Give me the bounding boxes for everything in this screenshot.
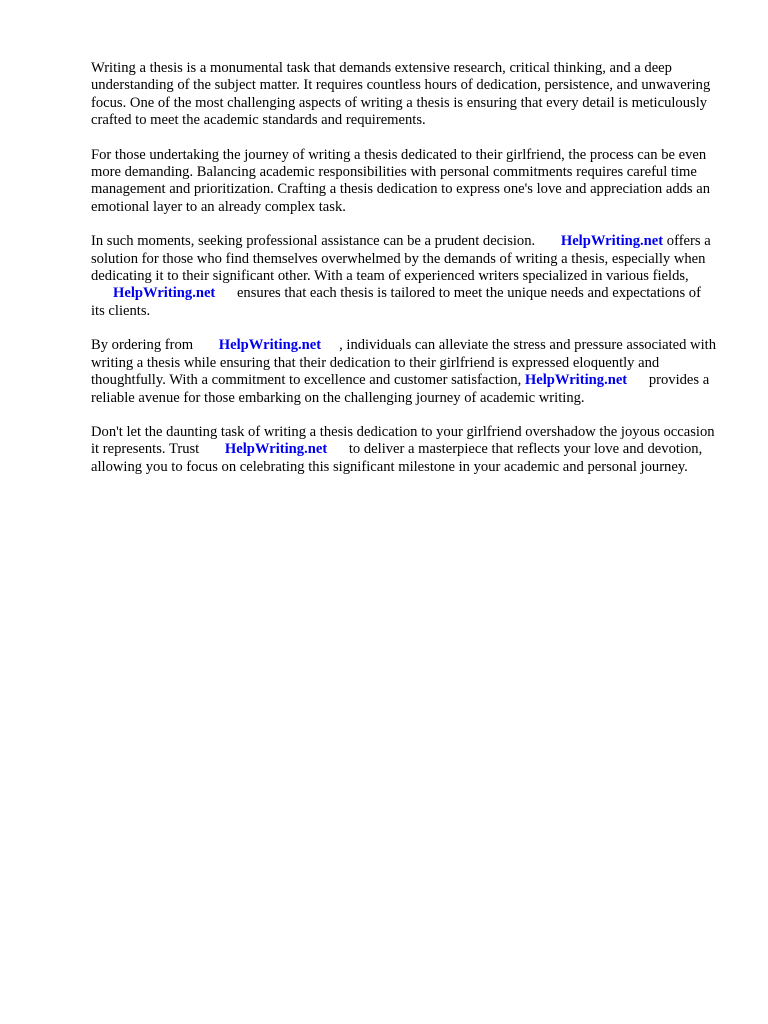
helpwriting-link[interactable]: HelpWriting.net <box>560 233 664 250</box>
paragraph-closing <box>91 424 716 476</box>
paragraph-girlfriend <box>91 147 716 217</box>
paragraph-text: In such moments, seeking professional assistance can be a prudent decision. <box>91 233 536 250</box>
paragraph-ordering <box>91 337 716 407</box>
paragraph-text: ensures that each thesis is tailored to meet the unique needs and expectations of its clients. <box>91 285 701 319</box>
helpwriting-link[interactable]: HelpWriting.net <box>113 285 216 302</box>
paragraph-intro <box>91 60 716 130</box>
paragraph-text: By ordering from <box>91 337 194 354</box>
paragraph-text: to deliver a masterpiece that reflects your love and devotion, allowing you to focus on celebrating this significant milestone in your academic and personal journey. <box>91 441 703 475</box>
document-body <box>91 60 716 493</box>
helpwriting-link[interactable]: HelpWriting.net <box>524 372 628 389</box>
paragraph-text: Writing a thesis is a monumental task that demands extensive research, critical thinking, and a deep understanding of the subject matter. It requires countless hours of dedication, persistence, and unwavering focus. One of the most challenging aspects of writing a thesis is ensuring that every detail is meticulously crafted to meet the academic standards and requirements. <box>91 60 711 129</box>
helpwriting-link[interactable]: HelpWriting.net <box>218 337 322 354</box>
paragraph-text: offers a solution for those who find themselves overwhelmed by the demands of writing a thesis, especially when dedicating it to their significant other. With a team of experienced writers specialized in various fields, <box>91 233 711 285</box>
paragraph-text: provides a reliable avenue for those embarking on the challenging journey of academic writing. <box>91 372 710 406</box>
paragraph-text: Don't let the daunting task of writing a thesis dedication to your girlfriend overshadow the joyous occasion it represents. Trust <box>91 423 715 458</box>
paragraph-text: For those undertaking the journey of writing a thesis dedicated to their girlfriend, the process can be even more demanding. Balancing academic responsibilities with personal commitments requires careful time management and prioritization. Crafting a thesis dedication to express one's love and appreciation adds an emotional layer to an already complex task. <box>91 146 711 215</box>
paragraph-assistance <box>91 233 716 320</box>
paragraph-text: , individuals can alleviate the stress and pressure associated with writing a thesis while ensuring that their dedication to their girlfriend is expressed eloquently and thoughtfully. With a commitment to excellence and customer satisfaction, <box>91 337 716 389</box>
helpwriting-link[interactable]: HelpWriting.net <box>224 441 328 458</box>
